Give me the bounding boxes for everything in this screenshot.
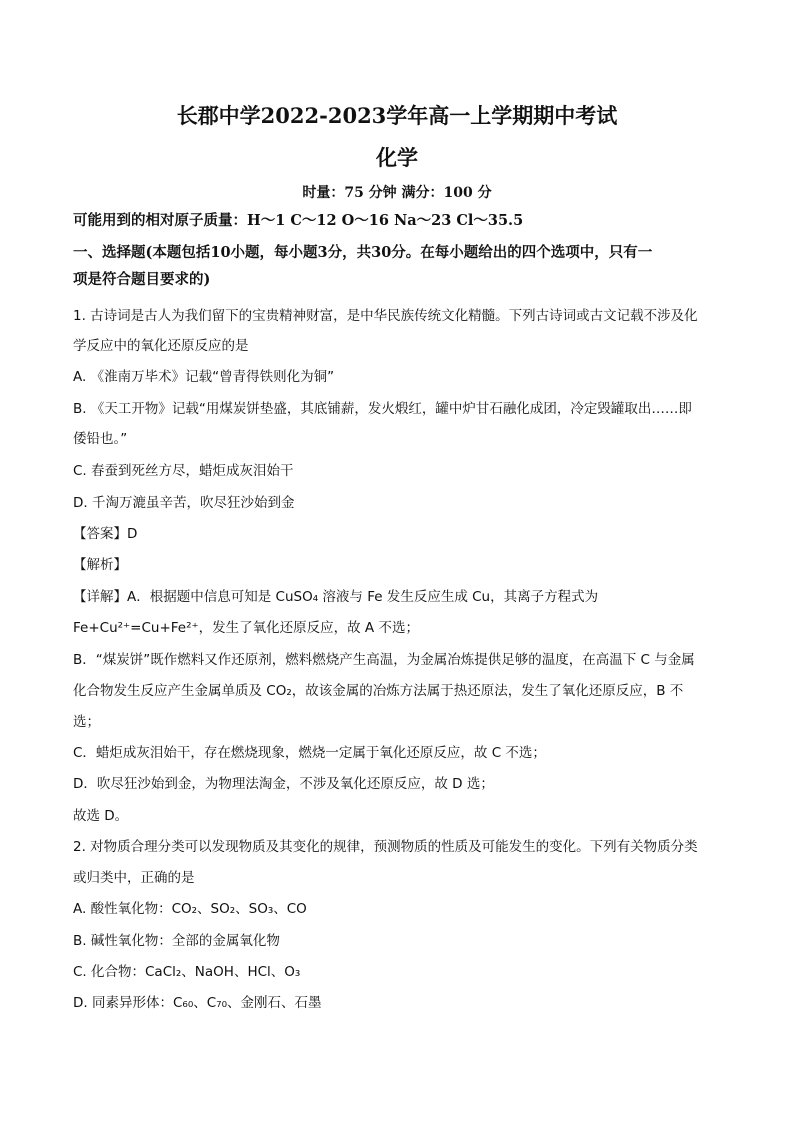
q1-detail-b3: 选；	[73, 714, 100, 730]
q1-stem-line1: 1. 古诗词是古人为我们留下的宝贵精神财富，是中华民族传统文化精髓。下列古诗词或古文记载不涉及化	[73, 308, 698, 324]
exam-time-info: 时量：75 分钟 满分：100 分	[302, 185, 492, 201]
exam-subject: 化学	[376, 145, 418, 170]
exam-title: 长郡中学2022-2023学年高一上学期期中考试	[176, 103, 618, 128]
q1-stem-line2: 学反应中的氧化还原反应的是	[73, 338, 249, 354]
q1-detail-a2: Fe+Cu²⁺=Cu+Fe²⁺，发生了氧化还原反应，故 A 不选；	[73, 620, 419, 636]
q2-option-a: A. 酸性氧化物：CO₂、SO₂、SO₃、CO	[73, 901, 307, 917]
q2-option-d: D. 同素异形体：C₆₀、C₇₀、金刚石、石墨	[73, 995, 322, 1011]
q1-analysis: 【解析】	[73, 557, 127, 573]
q1-option-b-line1: B. 《天工开物》记载“用煤炭饼垫盛，其底铺薪，发火煅红，罐中炉甘石融化成团，冷定毁罐取出……即	[73, 401, 692, 417]
q1-detail-d: D．吹尽狂沙始到金，为物理法淘金，不涉及氧化还原反应，故 D 选；	[73, 776, 494, 792]
section-heading-line1: 一、选择题(本题包括10小题，每小题3分，共30分。在每小题给出的四个选项中，只有一	[73, 244, 653, 261]
q1-detail-b2: 化合物发生反应产生金属单质及 CO₂，故该金属的冶炼方法属于热还原法，发生了氧化还原反应，B 不	[73, 683, 684, 699]
q1-conclusion: 故选 D。	[73, 808, 129, 824]
q2-option-c: C. 化合物：CaCl₂、NaOH、HCl、O₃	[73, 964, 301, 980]
q1-detail-b1: B．“煤炭饼”既作燃料又作还原剂，燃料燃烧产生高温，为金属冶炼提供足够的温度，在高温下 C 与金属	[73, 652, 695, 668]
section-heading-line2: 项是符合题目要求的)	[73, 271, 211, 288]
q2-option-b: B. 碱性氧化物：全部的金属氧化物	[73, 933, 280, 949]
q1-answer: 【答案】D	[73, 526, 138, 542]
q2-stem-line2: 或归类中，正确的是	[73, 870, 195, 886]
q2-stem-line1: 2. 对物质合理分类可以发现物质及其变化的规律，预测物质的性质及可能发生的变化。下列有关物质分类	[73, 839, 698, 855]
q1-detail-c: C．蜡炬成灰泪始干，存在燃烧现象，燃烧一定属于氧化还原反应，故 C 不选；	[73, 745, 546, 761]
atomic-masses: 可能用到的相对原子质量：H～1 C～12 O～16 Na～23 Cl～35.5	[73, 212, 524, 229]
q1-option-d: D. 千淘万漉虽辛苦，吹尽狂沙始到金	[73, 495, 295, 511]
q1-option-c: C. 春蚕到死丝方尽，蜡炬成灰泪始干	[73, 463, 294, 479]
q1-option-b-line2: 倭铅也。”	[73, 431, 128, 447]
q1-detail-a1: 【详解】A．根据题中信息可知是 CuSO₄ 溶液与 Fe 发生反应生成 Cu，其离子方程式为	[73, 589, 599, 605]
q1-option-a: A. 《淮南万毕术》记载“曾青得铁则化为铜”	[73, 369, 335, 385]
